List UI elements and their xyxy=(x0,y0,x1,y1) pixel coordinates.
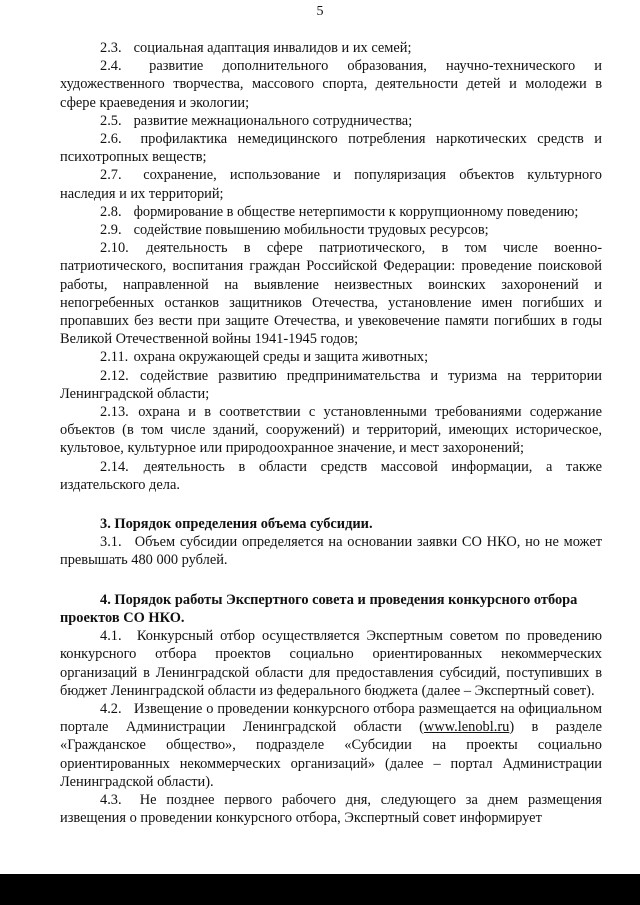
portal-link[interactable]: www.lenobl.ru xyxy=(423,719,510,736)
document-body xyxy=(60,39,602,827)
list-item xyxy=(60,130,602,166)
item-number: 2.4. xyxy=(100,58,122,75)
paragraph-text: Конкурсный отбор осуществляется Экспертным советом по проведению конкурсного отбора проектов социально ориентированных некоммерческих организаций в Ленинградской области для предоставления субсидий, поступивших в бюджет Ленинградской области из федерального бюджета (далее – Экспертный совет). xyxy=(60,628,602,699)
item-text: деятельность в области средств массовой информации, а также издательского дела. xyxy=(60,458,602,493)
item-text: содействие повышению мобильности трудовых ресурсов; xyxy=(133,222,489,239)
section-4-paragraph-3 xyxy=(60,791,602,827)
item-number: 2.7. xyxy=(100,167,122,184)
paragraph-text: Извещение о проведении конкурсного отбора размещается на официальном портале Администрации Ленинградской области ( xyxy=(60,700,602,736)
list-item xyxy=(60,367,602,403)
list-item xyxy=(60,458,602,494)
section-3-heading: 3. Порядок определения объема субсидии. xyxy=(100,516,373,533)
section-4-heading: 4. Порядок работы Экспертного совета и проведения конкурсного отбора проектов СО НКО. xyxy=(60,591,578,626)
list-item xyxy=(60,403,602,458)
item-number: 2.12. xyxy=(100,367,129,384)
item-text: формирование в обществе нетерпимости к коррупционному поведению; xyxy=(133,203,579,220)
item-text: социальная адаптация инвалидов и их семей; xyxy=(133,40,412,56)
item-number: 3.1. xyxy=(100,534,122,551)
item-number: 2.11. xyxy=(100,349,129,366)
list-item xyxy=(60,239,602,348)
item-text: профилактика немедицинского потребления наркотических средств и психотропных веществ; xyxy=(60,131,602,166)
item-number: 2.13. xyxy=(100,404,129,421)
list-item xyxy=(60,203,602,221)
item-number: 2.6. xyxy=(100,131,122,148)
item-number: 2.8. xyxy=(100,203,122,220)
item-number: 2.10. xyxy=(100,240,129,257)
item-text: сохранение, использование и популяризация объектов культурного наследия и их территорий; xyxy=(60,167,602,202)
item-text: содействие развитию предпринимательства и туризма на территории Ленинградской области; xyxy=(60,367,602,402)
paragraph-text: Объем субсидии определяется на основании заявки СО НКО, но не может превышать 480 000 рублей. xyxy=(60,534,602,569)
section-4-paragraph-2 xyxy=(60,700,602,791)
item-number: 2.14. xyxy=(100,458,129,475)
list-item xyxy=(60,57,602,112)
paragraph-text: Не позднее первого рабочего дня, следующего за днем размещения извещения о проведении конкурсного отбора, Экспертный совет информирует xyxy=(60,791,602,827)
item-text: развитие дополнительного образования, научно-технического и художественного творчества, массового спорта, деятельности детей и молодежи в сфере краеведения и экологии; xyxy=(60,58,602,111)
item-number: 4.1. xyxy=(100,628,122,645)
item-number: 2.5. xyxy=(100,112,122,129)
item-text: охрана и в соответствии с установленными требованиями содержание объектов (в том числе зданий, сооружений) и территорий, имеющих историческое, культовое, культурное или природоохранное значение, и мест захоронений; xyxy=(60,404,602,457)
list-item xyxy=(60,39,602,57)
section-4-paragraph-1 xyxy=(60,627,602,700)
list-item xyxy=(60,348,602,366)
item-number: 4.2. xyxy=(100,700,122,717)
item-text: охрана окружающей среды и защита животных; xyxy=(133,349,429,366)
page-number: 5 xyxy=(316,4,324,19)
list-item xyxy=(60,221,602,239)
item-text: деятельность в сфере патриотического, в том числе военно-патриотического, воспитания граждан Российской Федерации: проведение поисковой работы, направленной на выявление неизвестных воинских захоронений и непогребенных останков защитников Отечества, установление имен погибших и пропавших без вести при защите Отечества, и увековечение памяти погибших в годы Великой Отечественной войны 1941-1945 годов; xyxy=(60,240,602,348)
list-item xyxy=(60,166,602,202)
paragraph-text: ) в разделе «Гражданское общество», подразделе «Субсидии на проекты социально ориентированных некоммерческих организаций» (далее – портал Администрации Ленинградской области). xyxy=(60,719,602,790)
section-3-paragraph-1 xyxy=(60,533,602,569)
item-number: 4.3. xyxy=(100,791,122,808)
item-number: 2.3. xyxy=(100,40,122,56)
item-text: развитие межнационального сотрудничества; xyxy=(133,112,413,129)
list-item xyxy=(60,112,602,130)
scan-bottom-edge xyxy=(0,874,640,905)
item-number: 2.9. xyxy=(100,222,122,239)
